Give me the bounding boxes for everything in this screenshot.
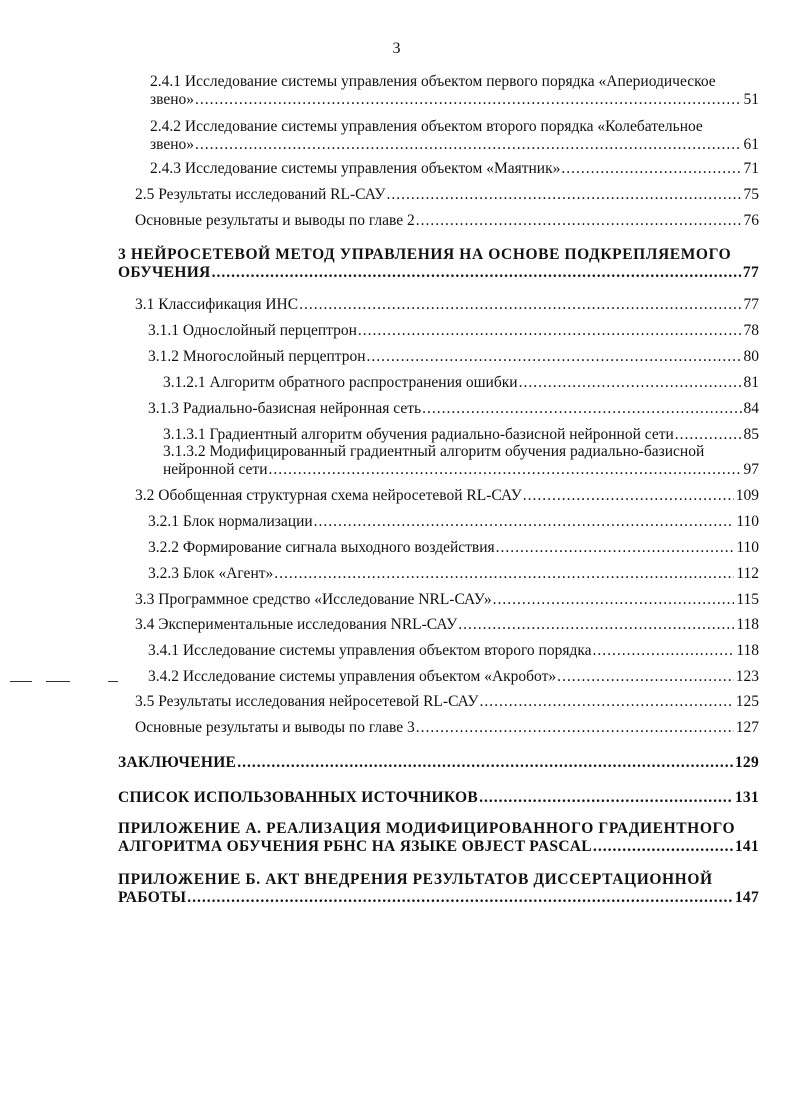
leader-dots (523, 487, 734, 505)
toc-entry-title: 3.4.1 Исследование системы управления объектом второго порядка (148, 642, 592, 659)
toc-entry-page: 85 (743, 426, 759, 443)
toc-entry-page: 109 (735, 487, 759, 504)
toc-entry-page: 71 (743, 160, 759, 177)
toc-entry-2-4-1 (150, 73, 759, 109)
toc-entry-page: 127 (735, 719, 759, 736)
leader-dots (493, 591, 735, 609)
toc-entry-title: 3.3 Программное средство «Исследование NRL-САУ» (135, 591, 492, 608)
leader-dots (187, 889, 733, 907)
leader-dots (367, 348, 742, 366)
leader-dots (299, 296, 741, 314)
toc-entry-page: 76 (743, 212, 759, 229)
toc-entry-page: 84 (743, 400, 759, 417)
toc-entry-conclusion (118, 754, 759, 772)
toc-entry-title: Основные результаты и выводы по главе 2 (135, 212, 415, 229)
toc-entry-page: 51 (743, 91, 759, 108)
toc-entry-title: ЗАКЛЮЧЕНИЕ (118, 754, 237, 771)
toc-entry-3-1-1 (148, 322, 759, 340)
leader-dots (274, 565, 734, 583)
toc-entry-page: 81 (743, 374, 759, 391)
leader-dots (675, 426, 742, 444)
leader-dots (314, 513, 735, 531)
toc-entry-appendix-b (118, 871, 759, 907)
toc-entry-page: 125 (735, 693, 759, 710)
toc-entry-title: 3.1.3 Радиально-базисная нейронная сеть (148, 400, 422, 417)
leader-dots (358, 322, 742, 340)
leader-dots (519, 374, 742, 392)
toc-entry-title-line1: 3 НЕЙРОСЕТЕВОЙ МЕТОД УПРАВЛЕНИЯ НА ОСНОВЕ ПОДКРЕПЛЯЕМОГО (118, 246, 732, 263)
toc-entry-title-line1: ПРИЛОЖЕНИЕ А. РЕАЛИЗАЦИЯ МОДИФИЦИРОВАННОГО ГРАДИЕНТНОГО (118, 820, 736, 837)
toc-entry-page: 77 (742, 264, 759, 281)
toc-entry-title: 3.1.1 Однослойный перцептрон (148, 322, 357, 339)
toc-entry-chapter2-summary (135, 212, 759, 230)
toc-entry-title: 3.1.3.1 Градиентный алгоритм обучения радиально-базисной нейронной сети (163, 426, 674, 443)
leader-dots (416, 719, 734, 737)
toc-entry-title: 3.5 Результаты исследования нейросетевой RL-САУ (135, 693, 479, 710)
page-number: 3 (392, 40, 401, 57)
toc-entry-title: 3.2.1 Блок нормализации (148, 513, 313, 530)
toc-entry-page: 110 (736, 513, 759, 530)
leader-dots (387, 186, 742, 204)
leader-dots (422, 400, 741, 418)
toc-entry-2-4-2 (150, 118, 759, 154)
toc-entry-3-1-3 (148, 400, 759, 418)
toc-entry-title: звено» (150, 136, 195, 153)
leader-dots (195, 136, 741, 154)
toc-entry-page: 110 (736, 539, 759, 556)
toc-entry-page: 141 (734, 838, 759, 855)
toc-entry-3-1-2-1 (163, 374, 759, 392)
toc-entry-appendix-a (118, 820, 759, 856)
toc-entry-page: 97 (743, 461, 759, 478)
toc-entry-page: 61 (743, 136, 759, 153)
leader-dots (496, 539, 735, 557)
toc-entry-title: РАБОТЫ (118, 889, 187, 906)
toc-entry-page: 123 (735, 668, 759, 685)
toc-entry-title-line1: 3.1.3.2 Модифицированный градиентный алгоритм обучения радиально-базисной (163, 443, 705, 460)
leader-dots (557, 668, 734, 686)
leader-dots (458, 616, 734, 634)
toc-entry-2-5 (135, 186, 759, 204)
leader-dots (237, 754, 733, 772)
toc-entry-3-2-3 (148, 565, 759, 583)
toc-entry-title: Основные результаты и выводы по главе 3 (135, 719, 415, 736)
scan-artifact (10, 681, 32, 682)
toc-entry-title: 3.1.2 Многослойный перцептрон (148, 348, 366, 365)
toc-entry-title: 3.2.3 Блок «Агент» (148, 565, 274, 582)
toc-entry-3-2 (135, 487, 759, 505)
leader-dots (269, 461, 742, 479)
toc-entry-title: АЛГОРИТМА ОБУЧЕНИЯ РБНС НА ЯЗЫКЕ OBJECT PASCAL (118, 838, 592, 855)
toc-entry-page: 112 (736, 565, 759, 582)
scan-artifact (46, 681, 70, 682)
leader-dots (212, 264, 741, 282)
toc-entry-page: 115 (736, 591, 759, 608)
toc-entry-title: ОБУЧЕНИЯ (118, 264, 211, 281)
toc-entry-title: 3.1.2.1 Алгоритм обратного распространения ошибки (163, 374, 518, 391)
toc-entry-3-4 (135, 616, 759, 634)
toc-entry-3-1-3-1 (163, 426, 759, 444)
toc-entry-title: 3.4 Экспериментальные исследования NRL-САУ (135, 616, 458, 633)
toc-entry-chapter3 (118, 246, 759, 282)
toc-entry-2-4-3 (150, 160, 759, 178)
toc-entry-page: 80 (743, 348, 759, 365)
toc-entry-title-line1: 2.4.1 Исследование системы управления объектом первого порядка «Апериодическое (150, 73, 716, 90)
toc-entry-page: 78 (743, 322, 759, 339)
leader-dots (479, 693, 733, 711)
toc-entry-title: 2.5 Результаты исследований RL-САУ (135, 186, 386, 203)
toc-entry-3-5 (135, 693, 759, 711)
toc-entry-3-4-1 (148, 642, 759, 660)
toc-entry-page: 118 (736, 642, 759, 659)
toc-entry-3-2-1 (148, 513, 759, 531)
toc-entry-references (118, 789, 759, 807)
leader-dots (593, 642, 735, 660)
toc-entry-title: 3.4.2 Исследование системы управления объектом «Акробот» (148, 668, 557, 685)
toc-entry-title: 3.2.2 Формирование сигнала выходного воздействия (148, 539, 495, 556)
toc-entry-title: 2.4.3 Исследование системы управления объектом «Маятник» (150, 160, 561, 177)
toc-entry-page: 77 (743, 296, 759, 313)
leader-dots (416, 212, 742, 230)
toc-entry-3-4-2 (148, 668, 759, 686)
toc-entry-title: звено» (150, 91, 195, 108)
toc-entry-3-2-2 (148, 539, 759, 557)
toc-entry-title: СПИСОК ИСПОЛЬЗОВАННЫХ ИСТОЧНИКОВ (118, 789, 479, 806)
toc-entry-3-1-2 (148, 348, 759, 366)
scan-artifact (108, 681, 118, 682)
toc-entry-page: 118 (736, 616, 759, 633)
toc-entry-3-1 (135, 296, 759, 314)
leader-dots (593, 838, 733, 856)
toc-entry-page: 75 (743, 186, 759, 203)
leader-dots (561, 160, 741, 178)
toc-entry-page: 147 (734, 889, 759, 906)
leader-dots (479, 789, 733, 807)
toc-entry-chapter3-summary (135, 719, 759, 737)
toc-entry-3-1-3-2 (163, 443, 759, 479)
toc-entry-title: 3.1 Классификация ИНС (135, 296, 299, 313)
leader-dots (195, 91, 741, 109)
toc-entry-title: нейронной сети (163, 461, 268, 478)
toc-entry-3-3 (135, 591, 759, 609)
toc-entry-page: 129 (734, 754, 759, 771)
toc-entry-page: 131 (734, 789, 759, 806)
toc-entry-title-line1: ПРИЛОЖЕНИЕ Б. АКТ ВНЕДРЕНИЯ РЕЗУЛЬТАТОВ ДИССЕРТАЦИОННОЙ (118, 871, 713, 888)
toc-entry-title: 3.2 Обобщенная структурная схема нейросетевой RL-САУ (135, 487, 522, 504)
toc-entry-title-line1: 2.4.2 Исследование системы управления объектом второго порядка «Колебательное (150, 118, 703, 135)
